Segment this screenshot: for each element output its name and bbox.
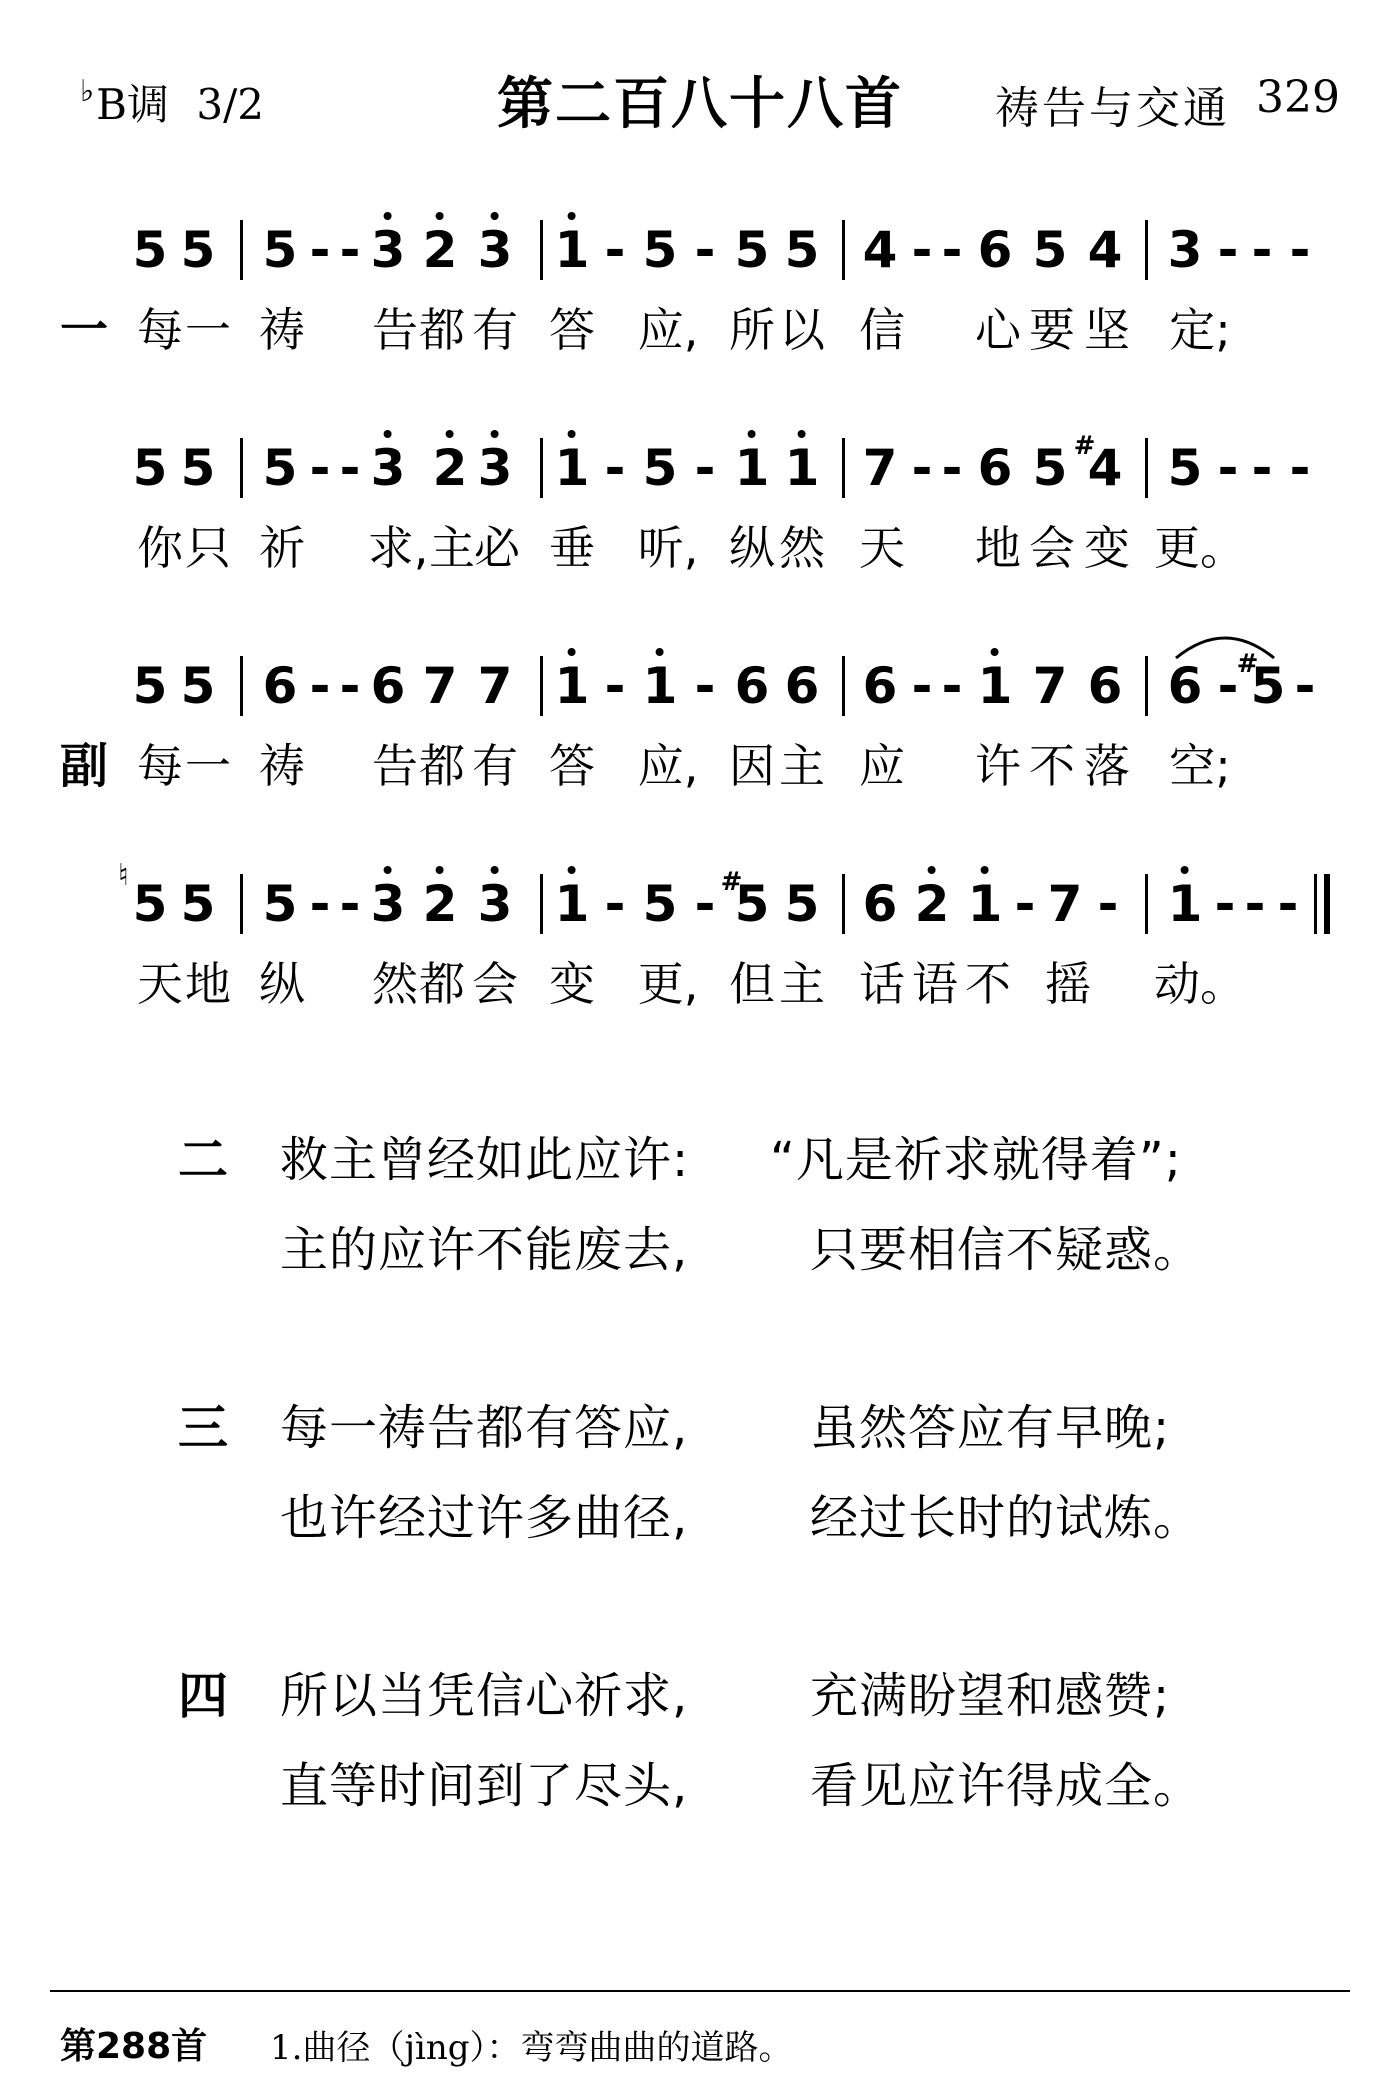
note: 1 xyxy=(555,656,590,716)
octave-dot xyxy=(384,866,392,874)
bar-line xyxy=(240,220,243,280)
lyric: 会 xyxy=(1029,521,1075,575)
lyric: 语 xyxy=(912,957,958,1011)
note: - xyxy=(1251,439,1273,497)
verse-number: 二 xyxy=(178,1131,228,1189)
note: 7 xyxy=(1047,875,1083,933)
lyric: 然 xyxy=(372,957,418,1011)
score-system-3 xyxy=(0,636,1400,856)
lyric: 告 xyxy=(372,739,418,793)
note: - xyxy=(911,439,933,497)
note: - xyxy=(941,439,963,497)
note: 1 xyxy=(555,438,590,498)
verse-line: “凡是祈求就得着”; xyxy=(770,1132,1182,1188)
note: 3 xyxy=(478,874,513,934)
note-row xyxy=(0,858,1400,934)
octave-dot xyxy=(384,430,392,438)
lyric-row xyxy=(0,954,1400,1024)
lyric: 落 xyxy=(1084,739,1130,793)
category-label: 祷告与交通 xyxy=(995,83,1230,134)
note-row xyxy=(0,431,1400,498)
lyric: 你 xyxy=(137,521,183,575)
note: 1 xyxy=(785,438,820,498)
octave-dot xyxy=(928,866,936,874)
note: - xyxy=(1217,439,1239,497)
note: - xyxy=(911,221,933,279)
footer-hymn-number: 第288首 xyxy=(60,2026,208,2067)
note: 7 xyxy=(862,439,898,497)
lyric: 垂 xyxy=(549,521,595,575)
verse-line: 充满盼望和感赞; xyxy=(810,1668,1171,1724)
lyric: 有 xyxy=(472,739,518,793)
verse-label: 一 xyxy=(60,302,109,358)
footnote: 1.曲径（jìng）：弯弯曲曲的道路。 xyxy=(270,2028,793,2068)
bar-line xyxy=(1145,220,1148,280)
note: 5 xyxy=(642,439,678,497)
note: # 5 xyxy=(735,874,770,934)
verse-line: 每一祷告都有答应, xyxy=(280,1400,689,1456)
page-header xyxy=(0,60,1400,140)
note: 5 xyxy=(784,875,820,933)
bar-line xyxy=(240,438,243,498)
note: 1 xyxy=(643,656,678,716)
lyric: 告 xyxy=(372,303,418,357)
lyric: 纵 xyxy=(259,957,305,1011)
note: 2 xyxy=(423,874,458,934)
note: 6 xyxy=(262,657,298,715)
lyric: 变 xyxy=(1084,521,1130,575)
lyric: 应, xyxy=(637,303,699,357)
bar-line xyxy=(842,220,845,280)
bar-line xyxy=(540,656,543,716)
note: - xyxy=(694,657,716,715)
bar-line xyxy=(842,656,845,716)
note: 5 xyxy=(180,657,216,715)
lyric: 答 xyxy=(549,303,595,357)
octave-dot xyxy=(748,430,756,438)
octave-dot xyxy=(491,430,499,438)
lyric: 一 xyxy=(185,739,231,793)
note: 6 xyxy=(1087,657,1123,715)
octave-dot xyxy=(491,212,499,220)
lyric: 定; xyxy=(1169,303,1231,357)
note: 6 xyxy=(1167,657,1203,715)
note: 6 xyxy=(862,875,898,933)
note: 2 xyxy=(915,874,950,934)
footer-divider xyxy=(50,1990,1350,1992)
octave-dot xyxy=(981,866,989,874)
octave-dot xyxy=(1181,866,1189,874)
note: 5 xyxy=(132,439,168,497)
note: - xyxy=(604,657,626,715)
note: - xyxy=(1294,657,1316,715)
bar-line xyxy=(1145,438,1148,498)
note: 5 xyxy=(180,875,216,933)
note-row xyxy=(0,649,1400,716)
natural-sign: ♮ xyxy=(118,858,129,893)
note: 5 xyxy=(132,221,168,279)
note: 7 xyxy=(422,657,458,715)
bar-line xyxy=(1145,874,1148,934)
lyric: 有 xyxy=(472,303,518,357)
score-system-1 xyxy=(0,200,1400,420)
lyric: 每 xyxy=(137,739,183,793)
lyric: 主 xyxy=(779,957,825,1011)
verse-line: 只要相信不疑惑。 xyxy=(810,1222,1203,1278)
lyric: 应 xyxy=(859,739,905,793)
octave-dot xyxy=(568,430,576,438)
octave-dot xyxy=(491,866,499,874)
bar-line xyxy=(540,438,543,498)
octave-dot xyxy=(798,430,806,438)
lyric: 更, xyxy=(637,957,699,1011)
verse-line: 救主曾经如此应许: xyxy=(280,1132,690,1188)
note: 5 xyxy=(642,221,678,279)
flat-sign: ♭ xyxy=(80,74,95,109)
note: 3 xyxy=(478,438,513,498)
note: - xyxy=(309,221,331,279)
note: 3 xyxy=(1167,221,1203,279)
note: 5 xyxy=(1032,439,1068,497)
score-system-4 xyxy=(0,854,1400,1074)
lyric: 摇 xyxy=(1045,957,1091,1011)
sharp-sign: # xyxy=(1073,431,1096,461)
lyric: 要 xyxy=(1029,303,1075,357)
note: 5 xyxy=(784,221,820,279)
note: 6 xyxy=(862,657,898,715)
lyric-row xyxy=(0,518,1400,588)
lyric: 地 xyxy=(975,521,1021,575)
note: 2 xyxy=(423,220,458,280)
lyric: 话 xyxy=(859,957,905,1011)
verse-2 xyxy=(0,1130,1400,1330)
lyric: 以 xyxy=(779,303,825,357)
note: 6 xyxy=(977,221,1013,279)
octave-dot xyxy=(436,212,444,220)
note: - xyxy=(911,657,933,715)
octave-dot xyxy=(446,430,454,438)
note: - xyxy=(309,875,331,933)
note: 1 xyxy=(555,220,590,280)
note: 4 xyxy=(862,221,898,279)
note: 1 xyxy=(735,438,770,498)
verse-line: 看见应许得成全。 xyxy=(810,1758,1203,1814)
note: - xyxy=(309,657,331,715)
verse-3 xyxy=(0,1398,1400,1598)
note: - xyxy=(1097,875,1119,933)
note: 5 xyxy=(734,221,770,279)
lyric: 变 xyxy=(549,957,595,1011)
note: 3 xyxy=(371,438,406,498)
key-label: B调 xyxy=(96,80,170,129)
note: - xyxy=(694,875,716,933)
note: 1 xyxy=(968,874,1003,934)
lyric: 天 xyxy=(137,957,183,1011)
lyric: 所 xyxy=(729,303,775,357)
lyric: 都 xyxy=(419,303,465,357)
note-row xyxy=(0,220,1400,280)
note: 5 xyxy=(262,439,298,497)
score-system-2 xyxy=(0,418,1400,638)
verse-line: 直等时间到了尽头, xyxy=(280,1758,689,1814)
note: 5 xyxy=(262,875,298,933)
lyric: 听, xyxy=(637,521,699,575)
note: 6 xyxy=(734,657,770,715)
lyric: 心 xyxy=(975,303,1021,357)
note: - xyxy=(1277,875,1299,933)
note: - xyxy=(1289,221,1311,279)
note: - xyxy=(1251,221,1273,279)
lyric: 会 xyxy=(472,957,518,1011)
lyric: 必 xyxy=(474,521,520,575)
lyric: 只 xyxy=(185,521,231,575)
note: 5 xyxy=(1032,221,1068,279)
lyric: 纵 xyxy=(729,521,775,575)
note: 5 xyxy=(180,221,216,279)
bar-line xyxy=(842,438,845,498)
bar-line xyxy=(842,874,845,934)
note: 5 xyxy=(132,657,168,715)
verse-line: 经过长时的试炼。 xyxy=(810,1490,1203,1546)
verse-line: 主的应许不能废去, xyxy=(280,1222,689,1278)
verse-line: 虽然答应有早晚; xyxy=(810,1400,1171,1456)
bar-line xyxy=(240,874,243,934)
note: # 4 xyxy=(1088,438,1123,498)
octave-dot xyxy=(384,212,392,220)
sharp-sign: # xyxy=(1236,649,1259,679)
lyric: 然 xyxy=(779,521,825,575)
note: 1 xyxy=(978,656,1013,716)
bar-line xyxy=(540,220,543,280)
octave-dot xyxy=(991,648,999,656)
note: 3 xyxy=(478,220,513,280)
note: 6 xyxy=(370,657,406,715)
lyric: 不 xyxy=(1029,739,1075,793)
lyric: 每 xyxy=(137,303,183,357)
lyric: 不 xyxy=(965,957,1011,1011)
lyric: 都 xyxy=(419,957,465,1011)
note: # 5 xyxy=(1251,656,1286,716)
lyric: 求, xyxy=(367,521,429,575)
lyric: 天 xyxy=(859,521,905,575)
note: - xyxy=(1289,439,1311,497)
note: 3 xyxy=(371,220,406,280)
note: 1 xyxy=(1168,874,1203,934)
note: 6 xyxy=(784,657,820,715)
note: - xyxy=(604,221,626,279)
note: 5 xyxy=(642,875,678,933)
lyric: 主 xyxy=(779,739,825,793)
note: - xyxy=(604,439,626,497)
note: - xyxy=(941,657,963,715)
lyric: 祷 xyxy=(259,739,305,793)
note: - xyxy=(694,439,716,497)
lyric: 都 xyxy=(419,739,465,793)
bar-line xyxy=(540,874,543,934)
hymn-title: 第二百八十八首 xyxy=(497,72,903,137)
note: 4 xyxy=(1087,221,1123,279)
note: - xyxy=(1217,657,1239,715)
note: 5 xyxy=(180,439,216,497)
note: - xyxy=(1014,875,1036,933)
note: - xyxy=(339,221,361,279)
verse-4 xyxy=(0,1666,1400,1866)
note: 5 xyxy=(132,875,168,933)
verse-number: 三 xyxy=(178,1399,228,1457)
note: 1 xyxy=(555,874,590,934)
octave-dot xyxy=(568,648,576,656)
note: - xyxy=(339,875,361,933)
verse-line: 所以当凭信心祈求, xyxy=(280,1668,689,1724)
octave-dot xyxy=(436,866,444,874)
lyric: 许 xyxy=(975,739,1021,793)
note: 6 xyxy=(977,439,1013,497)
meter-label: 3/2 xyxy=(196,80,264,129)
lyric: 祷 xyxy=(259,303,305,357)
lyric: 坚 xyxy=(1084,303,1130,357)
lyric: 应, xyxy=(637,739,699,793)
note: - xyxy=(694,221,716,279)
bar-line xyxy=(240,656,243,716)
note: 5 xyxy=(1167,439,1203,497)
note: - xyxy=(339,657,361,715)
note: - xyxy=(1244,875,1266,933)
note: 7 xyxy=(477,657,513,715)
note: - xyxy=(309,439,331,497)
verse-line: 也许经过许多曲径, xyxy=(280,1490,689,1546)
lyric-row xyxy=(0,736,1400,806)
lyric: 地 xyxy=(185,957,231,1011)
lyric: 因 xyxy=(729,739,775,793)
note: - xyxy=(1214,875,1236,933)
lyric: 动。 xyxy=(1154,957,1246,1011)
final-bar-line xyxy=(1314,874,1317,934)
note: - xyxy=(941,221,963,279)
sharp-sign: # xyxy=(720,867,743,897)
octave-dot xyxy=(568,212,576,220)
lyric: 祈 xyxy=(259,521,305,575)
chorus-label: 副 xyxy=(60,738,109,794)
lyric: 一 xyxy=(185,303,231,357)
lyric: 但 xyxy=(729,957,775,1011)
lyric: 空; xyxy=(1169,739,1231,793)
note: 7 xyxy=(1032,657,1068,715)
lyric: 更。 xyxy=(1154,521,1246,575)
note: - xyxy=(339,439,361,497)
note: 3 xyxy=(371,874,406,934)
lyric-row xyxy=(0,300,1400,370)
octave-dot xyxy=(656,648,664,656)
lyric: 答 xyxy=(549,739,595,793)
lyric: 信 xyxy=(859,303,905,357)
page-number: 329 xyxy=(1256,72,1340,123)
note: 2 xyxy=(433,438,468,498)
lyric: 主 xyxy=(429,521,475,575)
note: 5 xyxy=(262,221,298,279)
bar-line xyxy=(1145,656,1148,716)
note: - xyxy=(1217,221,1239,279)
note: - xyxy=(604,875,626,933)
octave-dot xyxy=(568,866,576,874)
verse-number: 四 xyxy=(178,1667,228,1725)
